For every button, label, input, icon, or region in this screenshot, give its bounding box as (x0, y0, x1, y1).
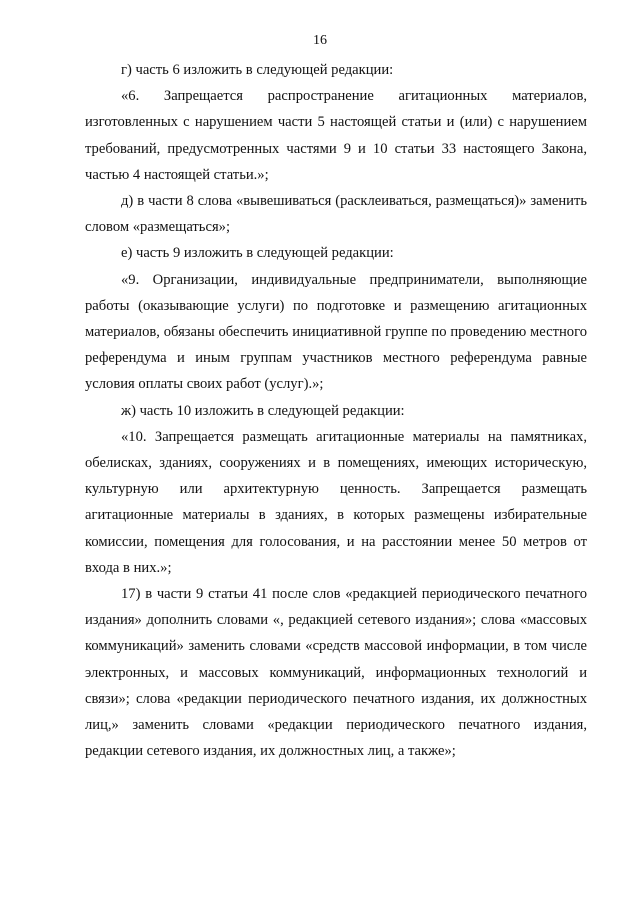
document-body (85, 57, 587, 764)
paragraph-part-9-text: «9. Организации, индивидуальные предприниматели, выполняющие работы (оказывающие услуги) по подготовке и размещению агитационных материалов, обязаны обеспечить инициативной группе по проведению местного референдума и иным группам участников местного референдума равные условия оплаты своих работ (услуг).»; (85, 271, 587, 393)
paragraph-part-6-text: «6. Запрещается распространение агитационных материалов, изготовленных с нарушением части 5 настоящей статьи и (или) с нарушением требований, предусмотренных частями 9 и 10 статьи 33 настоящего Закона, частью 4 настоящей статьи.»; (85, 88, 587, 183)
paragraph-amend-part-10-intro: ж) часть 10 изложить в следующей редакции: (121, 402, 405, 419)
paragraph-part-10-text: «10. Запрещается размещать агитационные материалы на памятниках, обелисках, зданиях, сооружениях и в помещениях, имеющих историческую, культурную или архитектурную ценность. Запрещается размещать агитационные материалы в зданиях, в которых размещены избирательные комиссии, помещения для голосования, и на расстоянии менее 50 метров от входа в них.»; (85, 428, 587, 576)
page-number: 16 (313, 33, 327, 48)
paragraph-item-17: 17) в части 9 статьи 41 после слов «редакцией периодического печатного издания» дополнить словами «, редакцией сетевого издания»; слова «массовых коммуникаций» заменить словами «средств массовой информации, в том числе электронных, и массовых коммуникаций, информационных технологий и связи»; слова «редакции периодического печатного издания, их должностных лиц,» заменить словами «редакции периодического печатного издания, редакции сетевого издания, их должностных лиц, а также»; (85, 586, 587, 760)
paragraph-amend-part-6-intro: г) часть 6 изложить в следующей редакции: (121, 62, 394, 78)
paragraph-amend-part-9-intro: е) часть 9 изложить в следующей редакции: (121, 245, 394, 262)
paragraph-amend-part-8: д) в части 8 слова «вывешиваться (расклеиваться, размещаться)» заменить словом «размещаться»; (85, 193, 587, 236)
